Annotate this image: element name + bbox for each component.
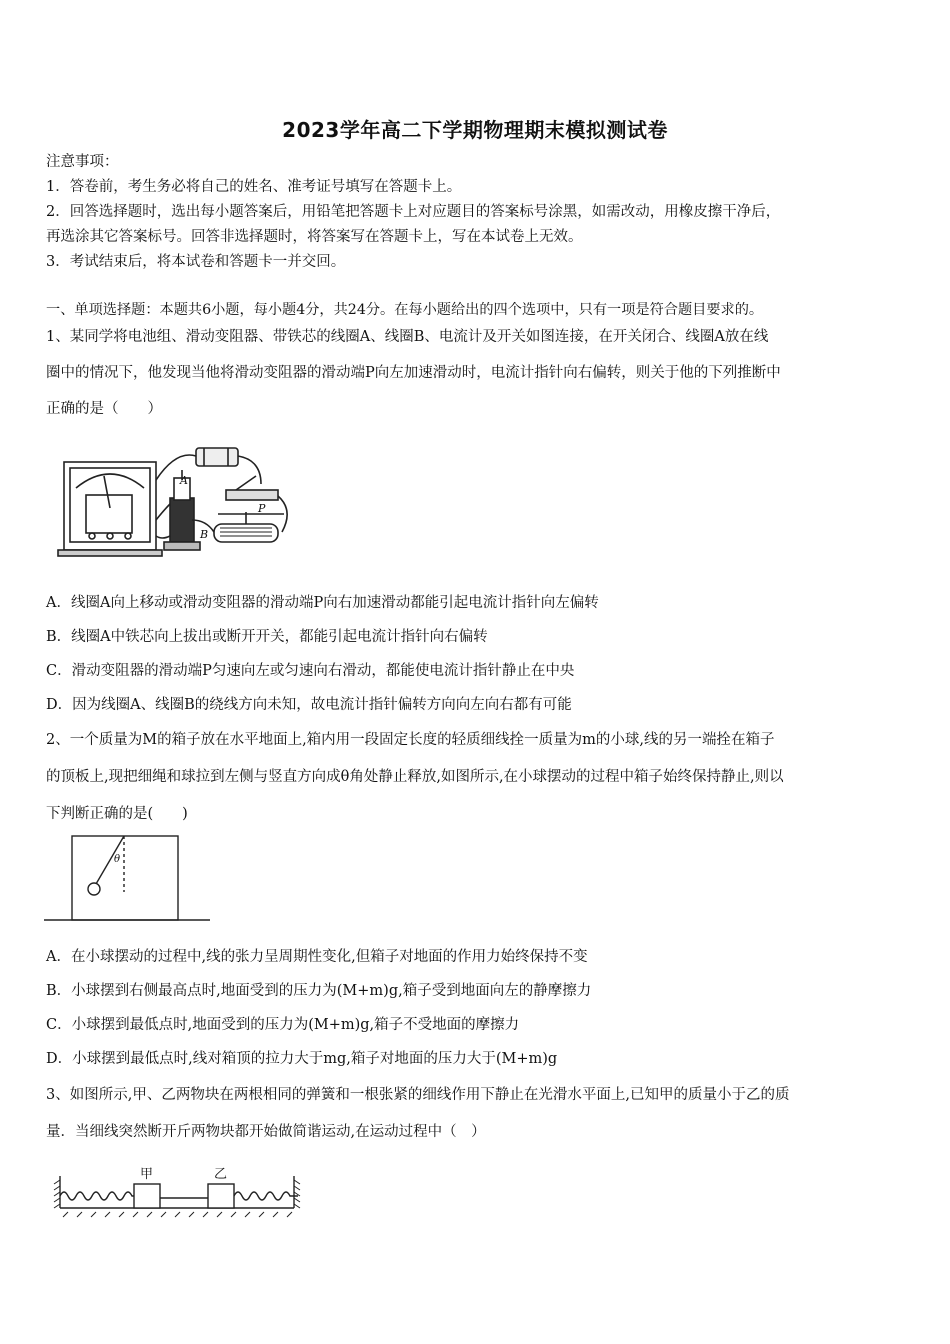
question-3-line: 3、如图所示,甲、乙两物块在两根相同的弹簧和一根张紧的细线作用下静止在光滑水平面上,已知甲的质量小于乙的质 — [46, 1087, 790, 1103]
notice-item: 再选涂其它答案标号。回答非选择题时，将答案写在答题卡上，写在本试卷上无效。 — [46, 229, 583, 245]
block-label-yi: 乙 — [214, 1167, 228, 1182]
notice-item: 3．考试结束后，将本试卷和答题卡一并交回。 — [46, 254, 346, 270]
notice-heading: 注意事项： — [46, 154, 119, 170]
section-heading: 一、单项选择题：本题共6小题，每小题4分，共24分。在每小题给出的四个选项中，只有一项是符合题目要求的。 — [46, 302, 764, 318]
question-1-line: 正确的是（ ） — [46, 401, 162, 417]
question-1-option: C．滑动变阻器的滑动端P匀速向左或匀速向右滑动，都能使电流计指针静止在中央 — [46, 663, 575, 679]
pendulum-box-figure — [44, 832, 214, 927]
question-2-line: 下判断正确的是( ) — [46, 806, 188, 822]
figure-label-b: B — [200, 528, 209, 541]
question-2-option: D．小球摆到最低点时,线对箱顶的拉力大于mg,箱子对地面的压力大于(M+m)g — [46, 1051, 558, 1067]
question-1-option: B．线圈A中铁芯向上拔出或断开开关，都能引起电流计指针向右偏转 — [46, 629, 488, 645]
question-2-line: 的顶板上,现把细绳和球拉到左侧与竖直方向成θ角处静止释放,如图所示,在小球摆动的过程中箱子始终保持静止,则以 — [46, 769, 784, 785]
question-2-option: B．小球摆到右侧最高点时,地面受到的压力为(M+m)g,箱子受到地面向左的静摩擦力 — [46, 983, 592, 999]
question-1-line: 1、某同学将电池组、滑动变阻器、带铁芯的线圈A、线圈B、电流计及开关如图连接，在开关闭合、线圈A放在线 — [46, 329, 769, 345]
question-1-option: A．线圈A向上移动或滑动变阻器的滑动端P向右加速滑动都能引起电流计指针向左偏转 — [46, 595, 599, 611]
circuit-figure — [56, 440, 296, 562]
figure-label-p: P — [258, 502, 266, 515]
question-3-line: 量．当细线突然断开斤两物块都开始做简谐运动,在运动过程中（ ） — [46, 1124, 486, 1140]
page-title: 2023学年高二下学期物理期末模拟测试卷 — [282, 118, 668, 142]
theta-label: θ — [114, 854, 121, 865]
notice-item: 1．答卷前，考生务必将自己的姓名、准考证号填写在答题卡上。 — [46, 179, 462, 195]
spring-blocks-figure — [48, 1158, 304, 1218]
block-label-jia: 甲 — [140, 1167, 154, 1182]
question-1-line: 圈中的情况下，他发现当他将滑动变阻器的滑动端P向左加速滑动时，电流计指针向右偏转，则关于他的下列推断中 — [46, 365, 781, 381]
figure-label-a: A — [180, 474, 188, 487]
question-2-option: A．在小球摆动的过程中,线的张力呈周期性变化,但箱子对地面的作用力始终保持不变 — [46, 949, 588, 965]
question-2-option: C．小球摆到最低点时,地面受到的压力为(M+m)g,箱子不受地面的摩擦力 — [46, 1017, 520, 1033]
notice-item: 2．回答选择题时，选出每小题答案后，用铅笔把答题卡上对应题目的答案标号涂黑，如需改动，用橡皮擦干净后， — [46, 204, 781, 220]
question-1-option: D．因为线圈A、线圈B的绕线方向未知，故电流计指针偏转方向向左向右都有可能 — [46, 697, 572, 713]
question-2-line: 2、一个质量为M的箱子放在水平地面上,箱内用一段固定长度的轻质细线拴一质量为m的小球,线的另一端拴在箱子 — [46, 732, 775, 748]
